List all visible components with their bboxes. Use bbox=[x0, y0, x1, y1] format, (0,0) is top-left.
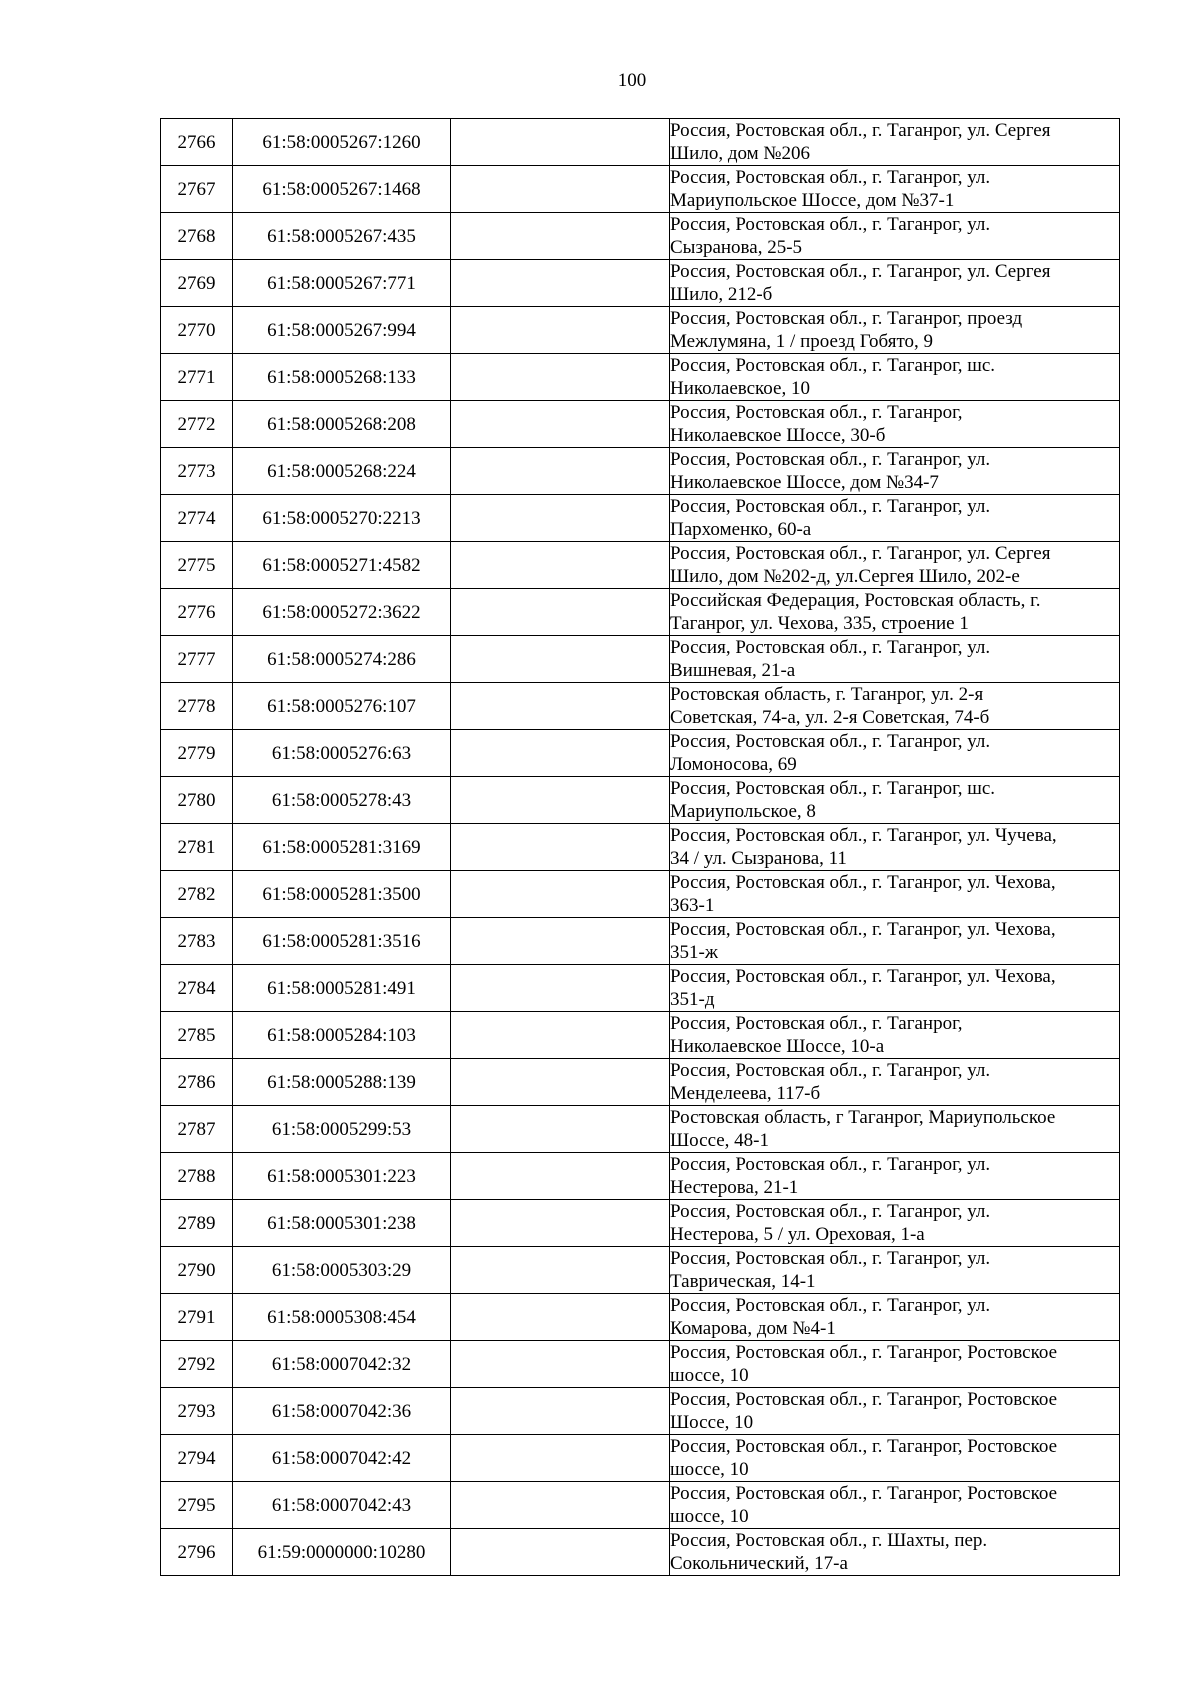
cadastral-number-cell: 61:58:0007042:36 bbox=[233, 1388, 451, 1435]
cadastral-number-cell: 61:58:0005303:29 bbox=[233, 1247, 451, 1294]
table-row bbox=[161, 1059, 1120, 1106]
cadastral-number-cell: 61:58:0005267:994 bbox=[233, 307, 451, 354]
cadastral-number-cell: 61:58:0005299:53 bbox=[233, 1106, 451, 1153]
address-line: Россия, Ростовская обл., г. Таганрог, ул. Чехова, bbox=[670, 872, 1056, 893]
cadastral-number-cell: 61:58:0005268:133 bbox=[233, 354, 451, 401]
address-line: Николаевское Шоссе, дом №34-7 bbox=[670, 472, 939, 493]
address-cell bbox=[670, 636, 1120, 683]
row-number-cell: 2788 bbox=[161, 1153, 233, 1200]
empty-cell bbox=[451, 1106, 670, 1153]
row-number-cell: 2768 bbox=[161, 213, 233, 260]
address-line: Россия, Ростовская обл., г. Таганрог, Ростовское bbox=[670, 1389, 1058, 1410]
row-number-cell: 2776 bbox=[161, 589, 233, 636]
empty-cell bbox=[451, 1247, 670, 1294]
address-line: Россия, Ростовская обл., г. Таганрог, ул. bbox=[670, 449, 991, 470]
table-row bbox=[161, 1435, 1120, 1482]
address-cell bbox=[670, 213, 1120, 260]
address-cell bbox=[670, 965, 1120, 1012]
cadastral-number-cell: 61:58:0007042:32 bbox=[233, 1341, 451, 1388]
address-line: Россия, Ростовская обл., г. Таганрог, ул. Сергея bbox=[670, 543, 1051, 564]
address-cell bbox=[670, 918, 1120, 965]
table-row bbox=[161, 401, 1120, 448]
address-cell bbox=[670, 1059, 1120, 1106]
address-line: Нестерова, 5 / ул. Ореховая, 1-а bbox=[670, 1224, 925, 1245]
cadastral-number-cell: 61:58:0005267:1260 bbox=[233, 119, 451, 166]
cadastral-number-cell: 61:58:0005276:107 bbox=[233, 683, 451, 730]
address-line: Николаевское Шоссе, 10-а bbox=[670, 1036, 885, 1057]
row-number-cell: 2767 bbox=[161, 166, 233, 213]
page-number: 100 bbox=[617, 70, 647, 91]
row-number-cell: 2782 bbox=[161, 871, 233, 918]
cadastral-number-cell: 61:58:0005272:3622 bbox=[233, 589, 451, 636]
cadastral-number-cell: 61:58:0005270:2213 bbox=[233, 495, 451, 542]
address-cell bbox=[670, 1012, 1120, 1059]
empty-cell bbox=[451, 260, 670, 307]
address-cell bbox=[670, 166, 1120, 213]
row-number-cell: 2795 bbox=[161, 1482, 233, 1529]
address-line: Россия, Ростовская обл., г. Таганрог, шс. bbox=[670, 355, 996, 376]
cadastral-number-cell: 61:58:0005268:224 bbox=[233, 448, 451, 495]
table-row bbox=[161, 1153, 1120, 1200]
address-line: Россия, Ростовская обл., г. Таганрог, Ростовское bbox=[670, 1483, 1058, 1504]
address-line: 34 / ул. Сызранова, 11 bbox=[670, 848, 847, 869]
table-row bbox=[161, 1106, 1120, 1153]
address-line: Россия, Ростовская обл., г. Таганрог, ул. bbox=[670, 637, 991, 658]
table-row bbox=[161, 354, 1120, 401]
address-cell bbox=[670, 589, 1120, 636]
table-row bbox=[161, 119, 1120, 166]
address-cell bbox=[670, 119, 1120, 166]
address-line: Шило, 212-б bbox=[670, 284, 773, 305]
address-line: Николаевское Шоссе, 30-б bbox=[670, 425, 886, 446]
address-line: Шоссе, 48-1 bbox=[670, 1130, 769, 1151]
row-number-cell: 2769 bbox=[161, 260, 233, 307]
address-cell bbox=[670, 777, 1120, 824]
row-number-cell: 2786 bbox=[161, 1059, 233, 1106]
row-number-cell: 2796 bbox=[161, 1529, 233, 1576]
row-number-cell: 2781 bbox=[161, 824, 233, 871]
row-number-cell: 2789 bbox=[161, 1200, 233, 1247]
address-line: Россия, Ростовская обл., г. Шахты, пер. bbox=[670, 1530, 988, 1551]
cadastral-number-cell: 61:58:0005281:3516 bbox=[233, 918, 451, 965]
address-line: Нестерова, 21-1 bbox=[670, 1177, 799, 1198]
address-line: Ростовская область, г Таганрог, Мариупольское bbox=[670, 1107, 1056, 1128]
table-row bbox=[161, 213, 1120, 260]
empty-cell bbox=[451, 1529, 670, 1576]
empty-cell bbox=[451, 495, 670, 542]
address-cell bbox=[670, 1529, 1120, 1576]
table-row bbox=[161, 824, 1120, 871]
table-row bbox=[161, 495, 1120, 542]
table-row bbox=[161, 1341, 1120, 1388]
table-row bbox=[161, 636, 1120, 683]
table-row bbox=[161, 307, 1120, 354]
address-cell bbox=[670, 1106, 1120, 1153]
address-cell bbox=[670, 1294, 1120, 1341]
address-line: шоссе, 10 bbox=[670, 1459, 749, 1480]
address-line: Россия, Ростовская обл., г. Таганрог, ул. bbox=[670, 1248, 991, 1269]
registry-table-body bbox=[161, 119, 1120, 1576]
address-line: Николаевское, 10 bbox=[670, 378, 810, 399]
address-line: Россия, Ростовская обл., г. Таганрог, ул. Чехова, bbox=[670, 919, 1056, 940]
empty-cell bbox=[451, 871, 670, 918]
cadastral-number-cell: 61:58:0005267:1468 bbox=[233, 166, 451, 213]
address-cell bbox=[670, 307, 1120, 354]
address-cell bbox=[670, 542, 1120, 589]
empty-cell bbox=[451, 1059, 670, 1106]
row-number-cell: 2790 bbox=[161, 1247, 233, 1294]
address-cell bbox=[670, 824, 1120, 871]
address-cell bbox=[670, 354, 1120, 401]
table-row bbox=[161, 589, 1120, 636]
address-line: Россия, Ростовская обл., г. Таганрог, bbox=[670, 402, 963, 423]
row-number-cell: 2792 bbox=[161, 1341, 233, 1388]
address-line: Россия, Ростовская обл., г. Таганрог, Ростовское bbox=[670, 1342, 1058, 1363]
cadastral-number-cell: 61:58:0005276:63 bbox=[233, 730, 451, 777]
cadastral-number-cell: 61:58:0005271:4582 bbox=[233, 542, 451, 589]
address-line: Россия, Ростовская обл., г. Таганрог, ул. bbox=[670, 731, 991, 752]
cadastral-number-cell: 61:58:0005281:3500 bbox=[233, 871, 451, 918]
empty-cell bbox=[451, 401, 670, 448]
address-line: Вишневая, 21-а bbox=[670, 660, 796, 681]
empty-cell bbox=[451, 636, 670, 683]
empty-cell bbox=[451, 354, 670, 401]
address-line: 363-1 bbox=[670, 895, 715, 916]
empty-cell bbox=[451, 1294, 670, 1341]
cadastral-number-cell: 61:58:0005281:491 bbox=[233, 965, 451, 1012]
address-line: Россия, Ростовская обл., г. Таганрог, ул. bbox=[670, 214, 991, 235]
empty-cell bbox=[451, 1435, 670, 1482]
empty-cell bbox=[451, 1200, 670, 1247]
address-cell bbox=[670, 495, 1120, 542]
address-line: Мариупольское, 8 bbox=[670, 801, 816, 822]
address-line: шоссе, 10 bbox=[670, 1506, 749, 1527]
table-row bbox=[161, 730, 1120, 777]
address-line: Мариупольское Шоссе, дом №37-1 bbox=[670, 190, 955, 211]
row-number-cell: 2793 bbox=[161, 1388, 233, 1435]
row-number-cell: 2777 bbox=[161, 636, 233, 683]
empty-cell bbox=[451, 824, 670, 871]
table-row bbox=[161, 1482, 1120, 1529]
cadastral-number-cell: 61:58:0005267:435 bbox=[233, 213, 451, 260]
empty-cell bbox=[451, 1482, 670, 1529]
address-line: Шило, дом №206 bbox=[670, 143, 811, 164]
address-cell bbox=[670, 1247, 1120, 1294]
address-line: Россия, Ростовская обл., г. Таганрог, шс. bbox=[670, 778, 996, 799]
cadastral-number-cell: 61:58:0005278:43 bbox=[233, 777, 451, 824]
row-number-cell: 2774 bbox=[161, 495, 233, 542]
cadastral-number-cell: 61:58:0005281:3169 bbox=[233, 824, 451, 871]
table-row bbox=[161, 1388, 1120, 1435]
row-number-cell: 2780 bbox=[161, 777, 233, 824]
row-number-cell: 2775 bbox=[161, 542, 233, 589]
address-line: Россия, Ростовская обл., г. Таганрог, ул. bbox=[670, 1154, 991, 1175]
address-line: Комарова, дом №4-1 bbox=[670, 1318, 836, 1339]
row-number-cell: 2772 bbox=[161, 401, 233, 448]
empty-cell bbox=[451, 448, 670, 495]
address-line: 351-ж bbox=[670, 942, 718, 963]
row-number-cell: 2785 bbox=[161, 1012, 233, 1059]
empty-cell bbox=[451, 1341, 670, 1388]
address-cell bbox=[670, 1388, 1120, 1435]
cadastral-number-cell: 61:58:0005288:139 bbox=[233, 1059, 451, 1106]
empty-cell bbox=[451, 307, 670, 354]
address-line: Россия, Ростовская обл., г. Таганрог, ул. bbox=[670, 1295, 991, 1316]
address-line: Сокольнический, 17-а bbox=[670, 1553, 848, 1574]
address-line: Россия, Ростовская обл., г. Таганрог, ул. Чучева, bbox=[670, 825, 1057, 846]
row-number-cell: 2794 bbox=[161, 1435, 233, 1482]
address-line: Шоссе, 10 bbox=[670, 1412, 754, 1433]
empty-cell bbox=[451, 589, 670, 636]
table-row bbox=[161, 1294, 1120, 1341]
address-line: Пархоменко, 60-а bbox=[670, 519, 812, 540]
address-line: Россия, Ростовская обл., г. Таганрог, ул. bbox=[670, 167, 991, 188]
address-line: Россия, Ростовская обл., г. Таганрог, Ростовское bbox=[670, 1436, 1058, 1457]
address-line: Ломоносова, 69 bbox=[670, 754, 797, 775]
row-number-cell: 2766 bbox=[161, 119, 233, 166]
empty-cell bbox=[451, 213, 670, 260]
row-number-cell: 2791 bbox=[161, 1294, 233, 1341]
address-cell bbox=[670, 1200, 1120, 1247]
address-line: Сызранова, 25-5 bbox=[670, 237, 803, 258]
address-cell bbox=[670, 448, 1120, 495]
address-cell bbox=[670, 1482, 1120, 1529]
address-line: Россия, Ростовская обл., г. Таганрог, ул. Сергея bbox=[670, 261, 1051, 282]
table-row bbox=[161, 683, 1120, 730]
address-line: Россия, Ростовская обл., г. Таганрог, ул. Сергея bbox=[670, 120, 1051, 141]
empty-cell bbox=[451, 166, 670, 213]
empty-cell bbox=[451, 777, 670, 824]
table-row bbox=[161, 1529, 1120, 1576]
address-line: Россия, Ростовская обл., г. Таганрог, ул. bbox=[670, 1060, 991, 1081]
address-line: Шило, дом №202-д, ул.Сергея Шило, 202-е bbox=[670, 566, 1020, 587]
address-line: Таврическая, 14-1 bbox=[670, 1271, 816, 1292]
row-number-cell: 2773 bbox=[161, 448, 233, 495]
cadastral-number-cell: 61:58:0005267:771 bbox=[233, 260, 451, 307]
table-row bbox=[161, 1012, 1120, 1059]
cadastral-number-cell: 61:58:0007042:42 bbox=[233, 1435, 451, 1482]
address-line: шоссе, 10 bbox=[670, 1365, 749, 1386]
table-row bbox=[161, 918, 1120, 965]
address-line: 351-д bbox=[670, 989, 715, 1010]
empty-cell bbox=[451, 119, 670, 166]
row-number-cell: 2771 bbox=[161, 354, 233, 401]
table-row bbox=[161, 166, 1120, 213]
empty-cell bbox=[451, 1012, 670, 1059]
address-line: Россия, Ростовская обл., г. Таганрог, ул. bbox=[670, 1201, 991, 1222]
address-cell bbox=[670, 1341, 1120, 1388]
row-number-cell: 2783 bbox=[161, 918, 233, 965]
cadastral-number-cell: 61:58:0005301:223 bbox=[233, 1153, 451, 1200]
empty-cell bbox=[451, 683, 670, 730]
address-line: Межлумяна, 1 / проезд Гобято, 9 bbox=[670, 331, 934, 352]
address-cell bbox=[670, 1435, 1120, 1482]
empty-cell bbox=[451, 918, 670, 965]
table-row bbox=[161, 542, 1120, 589]
empty-cell bbox=[451, 730, 670, 777]
address-cell bbox=[670, 260, 1120, 307]
address-line: Советская, 74-а, ул. 2-я Советская, 74-б bbox=[670, 707, 990, 728]
cadastral-number-cell: 61:58:0005274:286 bbox=[233, 636, 451, 683]
cadastral-number-cell: 61:58:0007042:43 bbox=[233, 1482, 451, 1529]
address-line: Россия, Ростовская обл., г. Таганрог, bbox=[670, 1013, 963, 1034]
row-number-cell: 2784 bbox=[161, 965, 233, 1012]
address-line: Российская Федерация, Ростовская область, г. bbox=[670, 590, 1041, 611]
address-cell bbox=[670, 1153, 1120, 1200]
empty-cell bbox=[451, 965, 670, 1012]
table-row bbox=[161, 871, 1120, 918]
row-number-cell: 2770 bbox=[161, 307, 233, 354]
row-number-cell: 2778 bbox=[161, 683, 233, 730]
address-line: Таганрог, ул. Чехова, 335, строение 1 bbox=[670, 613, 969, 634]
row-number-cell: 2779 bbox=[161, 730, 233, 777]
table-row bbox=[161, 777, 1120, 824]
table-row bbox=[161, 1200, 1120, 1247]
cadastral-number-cell: 61:58:0005268:208 bbox=[233, 401, 451, 448]
address-cell bbox=[670, 683, 1120, 730]
cadastral-number-cell: 61:58:0005308:454 bbox=[233, 1294, 451, 1341]
table-row bbox=[161, 1247, 1120, 1294]
empty-cell bbox=[451, 1153, 670, 1200]
address-line: Ростовская область, г. Таганрог, ул. 2-я bbox=[670, 684, 984, 705]
table-row bbox=[161, 260, 1120, 307]
table-row bbox=[161, 965, 1120, 1012]
address-cell bbox=[670, 730, 1120, 777]
row-number-cell: 2787 bbox=[161, 1106, 233, 1153]
address-line: Россия, Ростовская обл., г. Таганрог, ул. bbox=[670, 496, 991, 517]
empty-cell bbox=[451, 542, 670, 589]
address-cell bbox=[670, 401, 1120, 448]
cadastral-number-cell: 61:58:0005301:238 bbox=[233, 1200, 451, 1247]
registry-table bbox=[160, 118, 1120, 1576]
empty-cell bbox=[451, 1388, 670, 1435]
cadastral-number-cell: 61:58:0005284:103 bbox=[233, 1012, 451, 1059]
address-cell bbox=[670, 871, 1120, 918]
cadastral-number-cell: 61:59:0000000:10280 bbox=[233, 1529, 451, 1576]
address-line: Менделеева, 117-б bbox=[670, 1083, 821, 1104]
address-line: Россия, Ростовская обл., г. Таганрог, проезд bbox=[670, 308, 1023, 329]
address-line: Россия, Ростовская обл., г. Таганрог, ул. Чехова, bbox=[670, 966, 1056, 987]
table-row bbox=[161, 448, 1120, 495]
